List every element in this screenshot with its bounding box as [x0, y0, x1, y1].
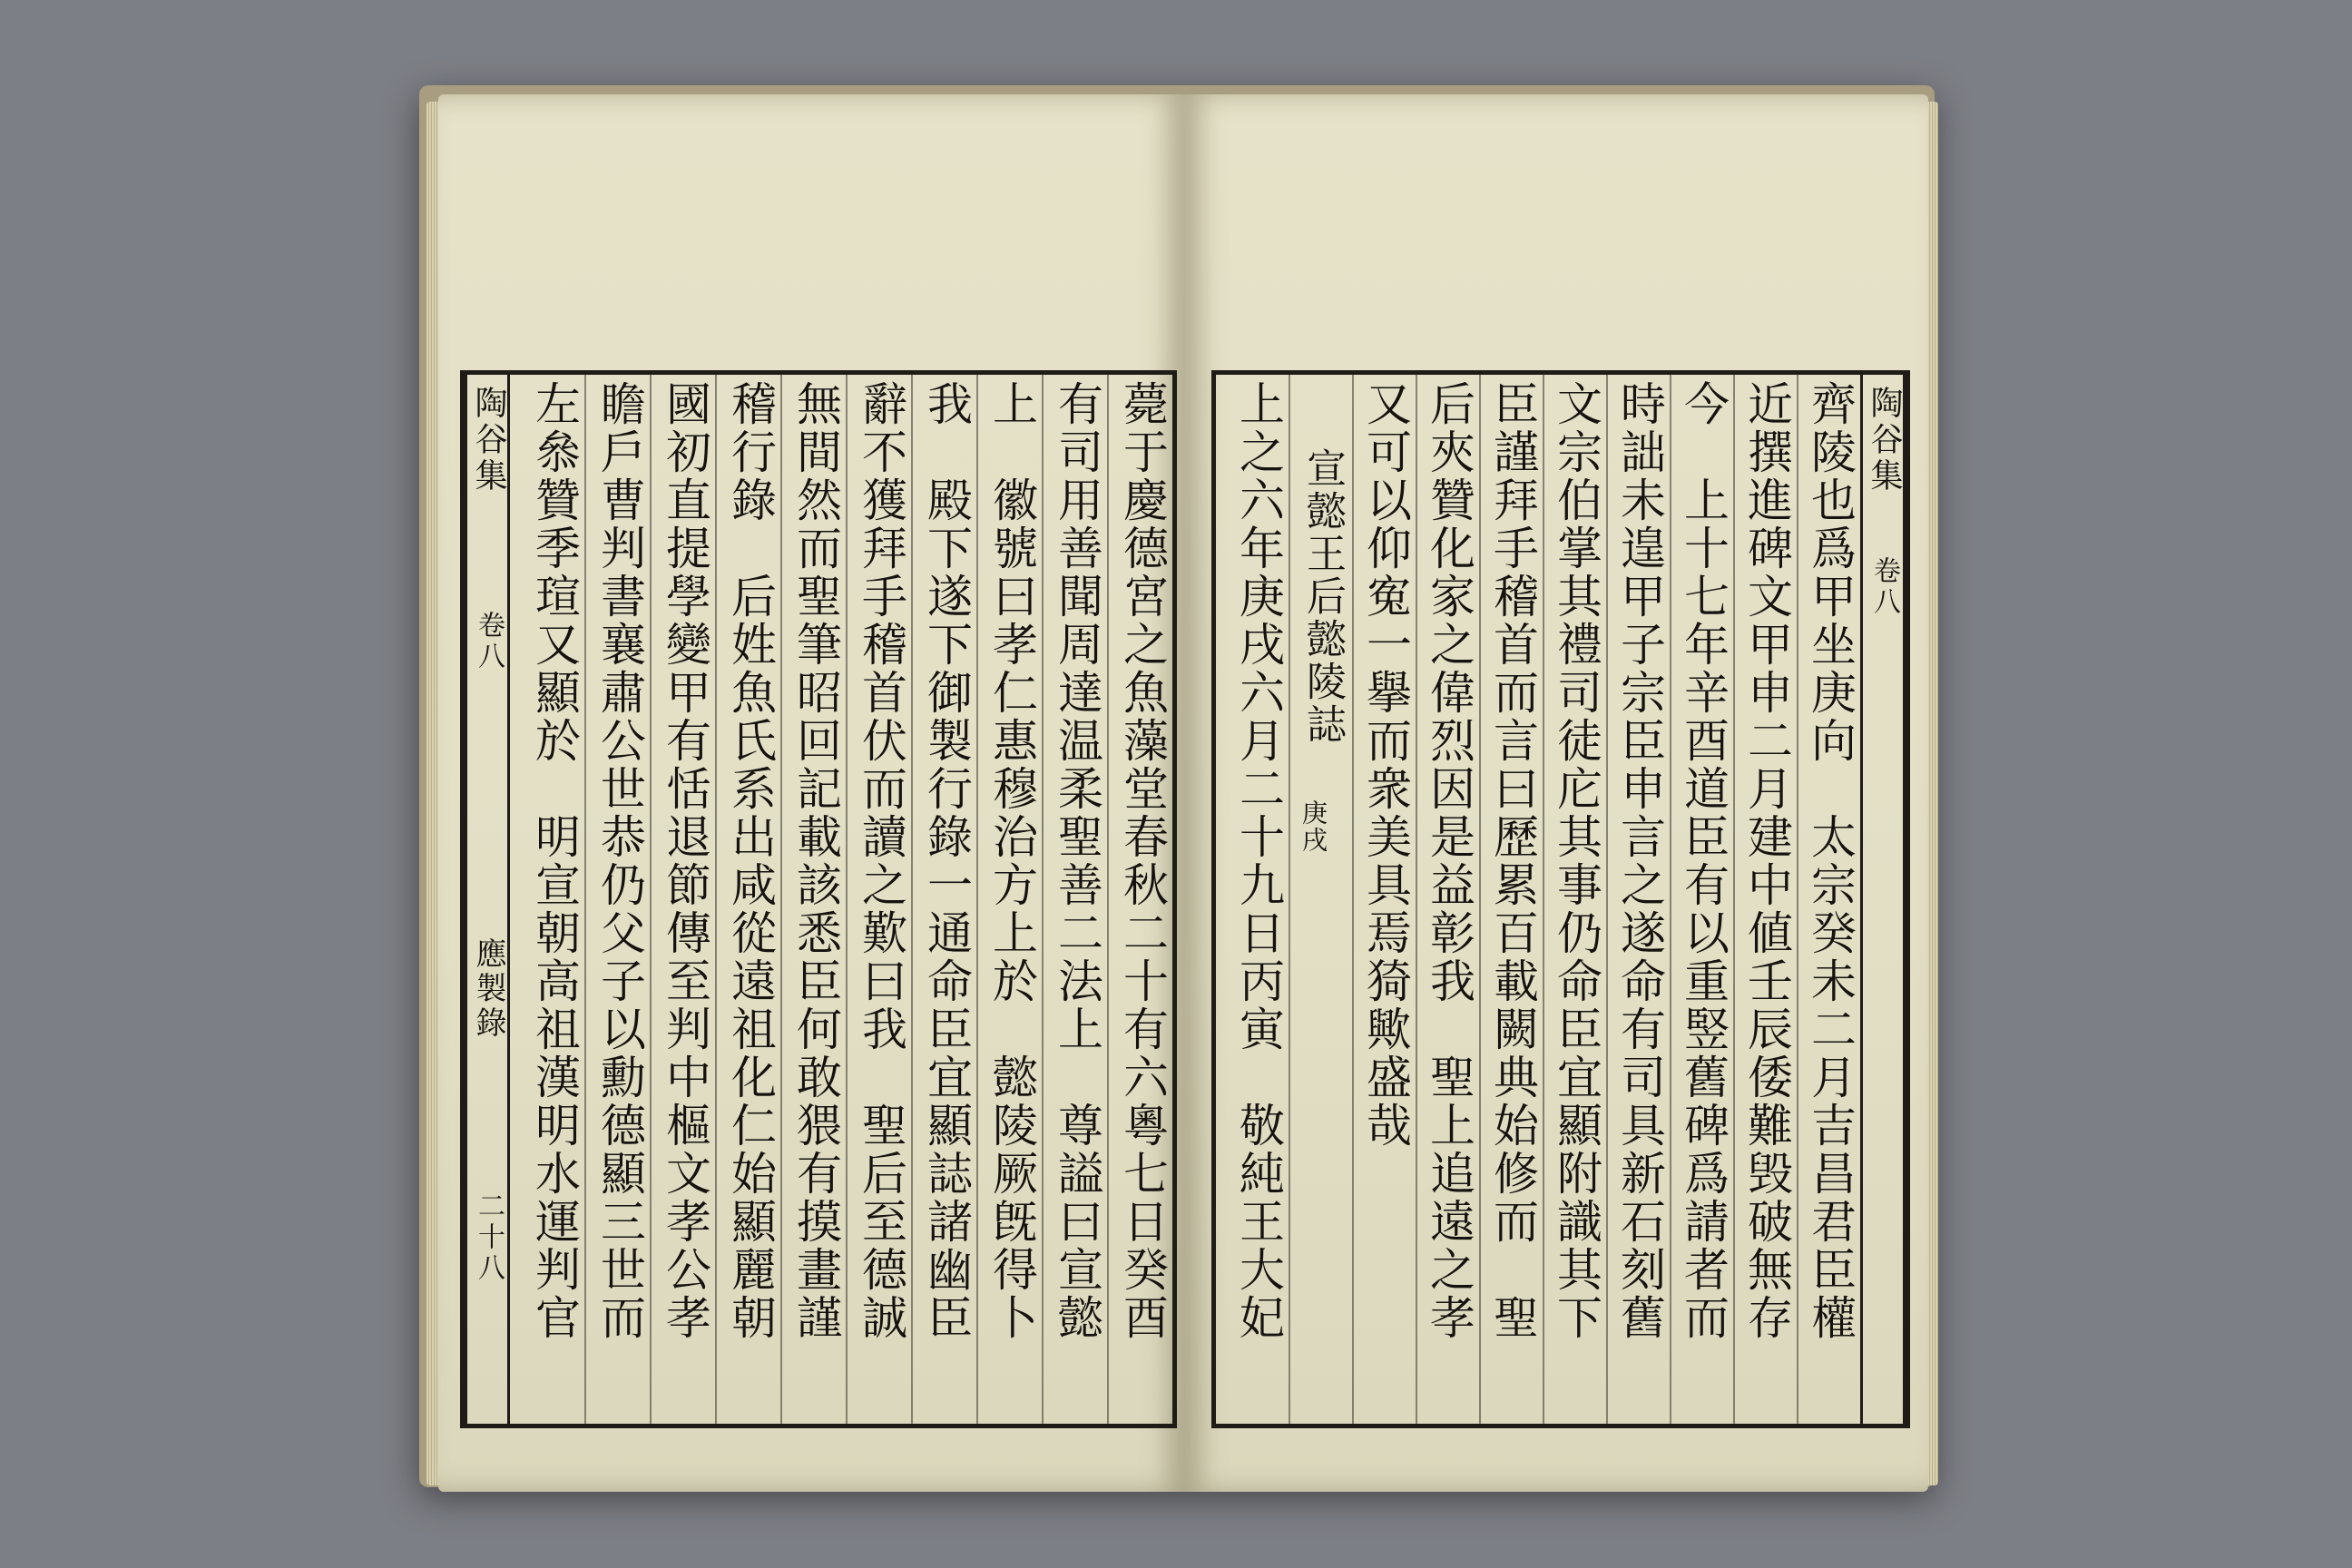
- column-rule: [1289, 375, 1290, 1424]
- column-rule: [1042, 375, 1044, 1424]
- left-page: [438, 94, 1184, 1492]
- gutter-title: 陶谷集: [1866, 386, 1903, 495]
- text-column: 時詘未遑甲子宗臣申言之遂命有司具新石刻舊: [1613, 380, 1666, 1342]
- epitaph-title-note: 庚戌: [1298, 799, 1328, 854]
- column-rule: [1479, 375, 1481, 1424]
- gutter-section: 應製錄: [470, 937, 506, 1041]
- gutter-volume: 卷八: [1868, 556, 1900, 618]
- gutter-volume: 卷八: [473, 611, 505, 672]
- text-column: 無間然而聖筆昭回記載該悉臣何敢猥有摸畫謹: [789, 380, 842, 1342]
- epitaph-title: 宣懿王后懿陵誌: [1299, 447, 1346, 746]
- left-text-frame: [460, 370, 1177, 1428]
- text-column: 上之六年庚戌六月二十九日丙寅 敬純王大妃: [1232, 380, 1285, 1342]
- column-rule: [1606, 375, 1608, 1424]
- text-column: 齊陵也爲甲坐庚向 太宗癸未二月吉昌君臣權: [1804, 380, 1857, 1342]
- text-column: 左叅贊季瑄又顯於 明宣朝高祖漢明水運判官: [528, 380, 581, 1342]
- right-text-frame: [1211, 370, 1910, 1428]
- column-rule: [1543, 375, 1544, 1424]
- column-rule: [584, 375, 586, 1424]
- column-rule: [846, 375, 848, 1424]
- text-column: 臣謹拜手稽首而言曰歷累百載闕典始修而 聖: [1486, 380, 1539, 1342]
- column-rule: [650, 375, 652, 1424]
- column-rule: [1416, 375, 1417, 1424]
- text-column: 瞻戶曹判書襄肅公世恭仍父子以勳德顯三世而: [593, 380, 646, 1342]
- gutter-title: 陶谷集: [470, 386, 507, 495]
- column-rule: [715, 375, 717, 1424]
- column-rule: [780, 375, 782, 1424]
- text-column: 文宗伯掌其禮司徒庀其事仍命臣宜顯附識其下: [1550, 380, 1602, 1342]
- text-column: 薨于慶德宮之魚藻堂春秋二十有六粵七日癸酉: [1116, 380, 1169, 1342]
- right-page: [1184, 94, 1928, 1492]
- column-rule: [911, 375, 913, 1424]
- text-column: 后夾贊化家之偉烈因是益彰我 聖上追遠之孝: [1423, 380, 1475, 1342]
- gutter-page-number: 二十八: [473, 1191, 505, 1284]
- text-column: 今 上十七年辛酉道臣有以重竪舊碑爲請者而: [1677, 380, 1730, 1342]
- column-rule: [976, 375, 978, 1424]
- text-column: 國初直提學變甲有恬退節傳至判中樞文孝公孝: [659, 380, 711, 1342]
- column-rule: [1733, 375, 1735, 1424]
- text-column: 近撰進碑文甲申二月建中値壬辰倭難毁破無存: [1740, 380, 1793, 1342]
- column-rule: [1670, 375, 1671, 1424]
- column-rule: [1352, 375, 1354, 1424]
- text-column: 辭不獲拜手稽首伏而讀之歎曰我 聖后至德誠: [855, 380, 907, 1342]
- text-column: 上 徽號曰孝仁惠穆治方上於 懿陵厥旣得卜: [985, 380, 1038, 1342]
- column-rule: [1797, 375, 1798, 1424]
- text-column: 有司用善聞周達温柔聖善二法上 尊謚曰宣懿: [1051, 380, 1103, 1342]
- column-rule: [1107, 375, 1109, 1424]
- right-gutter: [1860, 375, 1906, 1424]
- left-gutter: [465, 375, 510, 1424]
- text-column: 又可以仰寃一擧而衆美具焉猗歟盛哉: [1359, 380, 1412, 1150]
- text-column: 稽行錄 后姓魚氏系出咸從遠祖化仁始顯麗朝: [724, 380, 777, 1342]
- text-column: 我 殿下遂下御製行錄一通命臣宜顯誌諸幽臣: [920, 380, 973, 1342]
